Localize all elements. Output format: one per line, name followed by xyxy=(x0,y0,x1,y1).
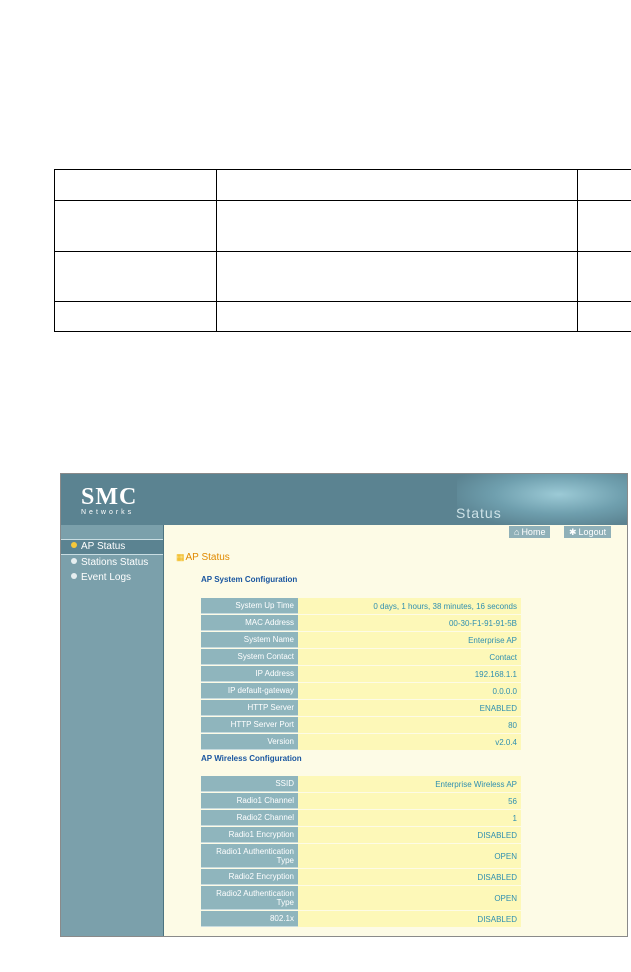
table-cell xyxy=(217,302,578,332)
brand-subtitle: Networks xyxy=(81,509,135,516)
logout-button[interactable] xyxy=(564,526,611,538)
document-table xyxy=(54,169,631,332)
wireless-config-table xyxy=(201,775,521,928)
row-value: 0 days, 1 hours, 38 minutes, 16 seconds xyxy=(298,598,521,614)
home-button[interactable] xyxy=(509,526,550,538)
row-label: MAC Address xyxy=(201,615,298,631)
top-toolbar xyxy=(164,525,627,539)
sidebar-item-label: Stations Status xyxy=(81,557,149,568)
sidebar-item-stations-status[interactable] xyxy=(61,556,163,570)
table-row xyxy=(201,911,521,927)
wireless-section-title: AP Wireless Configuration xyxy=(201,754,302,763)
table-cell xyxy=(55,170,217,201)
sidebar xyxy=(61,525,164,936)
row-label: Radio1 Authentication Type xyxy=(201,844,298,868)
row-value: Enterprise AP xyxy=(298,632,521,648)
page-title-text: AP Status xyxy=(185,552,230,563)
row-value: 192.168.1.1 xyxy=(298,666,521,682)
logout-icon: ✱ xyxy=(569,527,577,537)
bullet-icon xyxy=(71,542,77,548)
row-value: 1 xyxy=(298,810,521,826)
row-value: OPEN xyxy=(298,844,521,868)
row-label: IP default-gateway xyxy=(201,683,298,699)
row-label: SSID xyxy=(201,776,298,792)
table-row xyxy=(201,734,521,750)
table-row xyxy=(201,810,521,826)
table-row xyxy=(201,717,521,733)
row-value: DISABLED xyxy=(298,869,521,885)
system-config-table xyxy=(201,597,521,751)
table-cell xyxy=(217,170,578,201)
row-value: 56 xyxy=(298,793,521,809)
table-row xyxy=(201,827,521,843)
table-cell xyxy=(55,201,217,252)
row-label: System Name xyxy=(201,632,298,648)
row-value: v2.0.4 xyxy=(298,734,521,750)
row-value: 80 xyxy=(298,717,521,733)
row-value: OPEN xyxy=(298,886,521,910)
table-row xyxy=(201,632,521,648)
row-label: HTTP Server xyxy=(201,700,298,716)
bullet-icon xyxy=(71,573,77,579)
home-icon: ⌂ xyxy=(514,527,520,537)
grid-icon: ▦ xyxy=(176,552,184,562)
table-row xyxy=(201,700,521,716)
table-cell xyxy=(55,302,217,332)
table-row xyxy=(201,666,521,682)
sidebar-item-event-logs[interactable] xyxy=(61,571,163,585)
sidebar-item-label: AP Status xyxy=(81,541,126,552)
row-value: Enterprise Wireless AP xyxy=(298,776,521,792)
banner-title: Status xyxy=(456,505,502,521)
table-row xyxy=(55,252,631,302)
main-content xyxy=(164,539,627,936)
row-value: ENABLED xyxy=(298,700,521,716)
header-banner xyxy=(61,474,627,525)
sidebar-item-ap-status[interactable] xyxy=(61,539,163,555)
row-label: System Up Time xyxy=(201,598,298,614)
row-label: Radio1 Encryption xyxy=(201,827,298,843)
table-cell xyxy=(217,201,578,252)
table-row xyxy=(201,844,521,868)
table-row xyxy=(201,615,521,631)
row-label: Radio2 Authentication Type xyxy=(201,886,298,910)
row-value: 00-30-F1-91-91-5B xyxy=(298,615,521,631)
row-label: Radio2 Encryption xyxy=(201,869,298,885)
table-row xyxy=(55,170,631,201)
table-row xyxy=(201,649,521,665)
system-section-title: AP System Configuration xyxy=(201,575,298,584)
home-label: Home xyxy=(521,527,546,537)
table-row xyxy=(201,886,521,910)
row-label: 802.1x xyxy=(201,911,298,927)
table-row xyxy=(201,598,521,614)
table-row xyxy=(55,201,631,252)
logout-label: Logout xyxy=(578,527,607,537)
table-cell xyxy=(578,170,631,201)
row-value: Contact xyxy=(298,649,521,665)
table-row xyxy=(201,683,521,699)
bullet-icon xyxy=(71,558,77,564)
table-cell xyxy=(217,252,578,302)
row-label: Radio2 Channel xyxy=(201,810,298,826)
brand-name: SMC xyxy=(81,484,138,510)
row-value: DISABLED xyxy=(298,827,521,843)
table-row xyxy=(201,776,521,792)
page-title xyxy=(176,552,230,563)
sidebar-item-label: Event Logs xyxy=(81,572,132,583)
row-label: HTTP Server Port xyxy=(201,717,298,733)
row-label: Radio1 Channel xyxy=(201,793,298,809)
table-cell xyxy=(55,252,217,302)
row-label: System Contact xyxy=(201,649,298,665)
ap-status-screenshot xyxy=(60,473,628,937)
row-label: Version xyxy=(201,734,298,750)
table-row xyxy=(201,793,521,809)
table-row xyxy=(55,302,631,332)
table-cell xyxy=(578,201,631,252)
row-value: DISABLED xyxy=(298,911,521,927)
table-cell xyxy=(578,302,631,332)
row-label: IP Address xyxy=(201,666,298,682)
table-row xyxy=(201,869,521,885)
brand-logo xyxy=(81,486,137,516)
table-cell xyxy=(578,252,631,302)
row-value: 0.0.0.0 xyxy=(298,683,521,699)
